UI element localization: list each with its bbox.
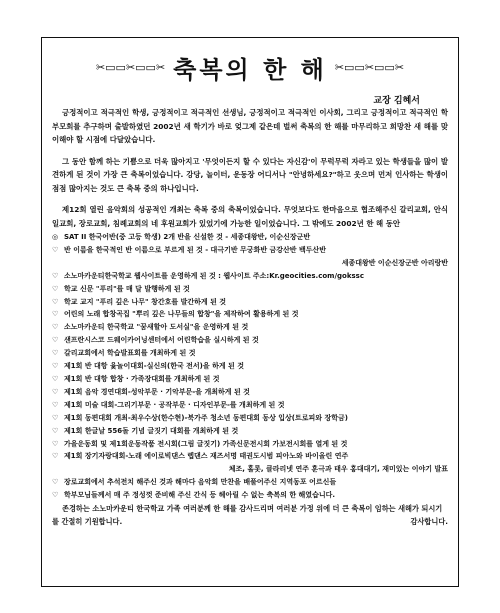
list-item-text: 제1회 반 대항 윷놀이대회-실신의(한국 전서)을 하게 된 것 [64, 362, 244, 371]
heart-bullet-icon: ♡ [52, 413, 59, 422]
heart-bullet-icon: ♡ [52, 284, 59, 293]
list-item-continuation: 체조, 홀롯, 클라리넷 연주 훈극과 태우 홍대대기, 재미있는 이야기 발표 [228, 465, 448, 474]
list-item-text: SAT II 한국어반(중 고등 학생) 2개 반을 신설한 것 - 세종대왕반, 이순신장군반 [64, 233, 311, 241]
list-item-text: 샌프란시스코 드웨이카어닝센터에서 어린학습을 실시하게 된 것 [64, 336, 259, 345]
list-item-text: 소노마카운티 한국학교 "꿈새할아 도서실"을 운영하게 된 것 [64, 323, 249, 332]
list-item-text: 제1회 미술 대회-그리기부문 · 공작부문 · 디자인부문-를 개최하게 된 것 [64, 400, 285, 409]
scissors-decoration-right: ✂▭▭✂▭▭✂ [334, 60, 405, 74]
heart-bullet-icon: ♡ [52, 374, 59, 383]
scissors-decoration-left: ✂▭▭✂▭▭✂ [95, 60, 166, 74]
heart-bullet-icon: ♡ [52, 491, 59, 500]
list-item [52, 296, 448, 309]
list-item [52, 321, 448, 334]
list-item [52, 438, 448, 451]
heart-bullet-icon: ♡ [52, 297, 59, 306]
list-item [52, 244, 448, 270]
heart-bullet-icon: ♡ [52, 400, 59, 409]
list-item [52, 425, 448, 438]
list-item [52, 308, 448, 321]
list-item-text: 갈리교회에서 학습발표회를 개최하게 된 것 [64, 349, 196, 358]
list-item-text: 제1회 한글날 556돌 기념 글짓기 대회를 개최하게 된 것 [64, 426, 239, 435]
list-item [52, 399, 448, 412]
list-item-text: 제1회 동편대회 개최-최우수상(한수현)-북가주 청소년 동편대회 동상 입상(트로피와 장학금) [64, 413, 348, 422]
target-bullet-icon: ◎ [52, 233, 59, 241]
heart-bullet-icon: ♡ [52, 426, 59, 435]
list-item-text: 학부모님들께서 매 주 정성껏 준비해 주신 간식 등 헤아릴 수 없는 축복의 한 해였습니다. [64, 491, 336, 500]
document-frame [41, 37, 459, 587]
heart-bullet-icon: ♡ [52, 323, 59, 332]
list-item [52, 231, 448, 244]
closing-paragraph [52, 503, 448, 528]
list-item-text: 소노마카운티한국학교 웹사이트를 운영하게 된 것 : 웹사이트 주소:Kr.geocities.com/gokssc [64, 271, 364, 280]
list-item-text: 장로교회에서 추석전치 해주신 것과 해마다 음악회 만찬을 배풀어주신 지역동포 어르신들 [64, 478, 337, 487]
paragraph: 제12회 열린 음악회의 성공적인 개최는 축복 중의 축복이었습니다. 무엇보다도 한마음으로 협조해주신 갈리교회, 안식일교회, 장로교회, 침례교회의 네 후원교회가 있었기에 가능한 일이었습니다. 그 밖에도 2002년 한 해 동안 [52, 205, 448, 228]
list-item [52, 386, 448, 399]
letter-body [52, 106, 448, 528]
heart-bullet-icon: ♡ [52, 271, 59, 280]
list-item-text: 학교 교지 "푸리 깊은 나무" 창간호를 발간하게 된 것 [64, 297, 227, 306]
list-item [52, 270, 448, 283]
title-row [42, 52, 458, 82]
list-item [52, 489, 448, 502]
heart-bullet-icon: ♡ [52, 336, 59, 345]
list-item-text: 제1회 반 대항 합창 · 가족장대회를 개최하게 된 것 [64, 374, 220, 383]
list-item-text: 제1회 장기자랑대회-노래 에이로빅댄스 렙댄스 재즈서명 태권도시범 피아노와 바이올린 연주 [64, 452, 349, 461]
list-item-text: 제1회 음악 경연대회-성악부문 · 기악부문-을 개최하게 된 것 [64, 387, 250, 396]
paragraph: 긍정적이고 적극적인 학생, 긍정적이고 적극적인 선생님, 긍정적이고 적극적인 이사회, 그리고 긍정적이고 적극적인 학부모회를 추구하며 출발하였던 2002년 새 학기가 바로 엊그제 같은데 벌써 축복의 한 해를 마무리하고 희망찬 새 해를 맞이해야 할 시점에 다달았습니다. [52, 108, 448, 144]
heart-bullet-icon: ♡ [52, 452, 59, 461]
achievement-list [52, 231, 448, 502]
list-item-text: 반 이름을 한국적인 반 이름으로 부르게 된 것 - 대극기반 무궁화반 금강산반 백두산반 [64, 245, 327, 254]
heart-bullet-icon: ♡ [52, 310, 59, 319]
list-item [52, 334, 448, 347]
list-item [52, 283, 448, 296]
heart-bullet-icon: ♡ [52, 349, 59, 358]
heart-bullet-icon: ♡ [52, 387, 59, 396]
closing-text: 존경하는 소노마카운티 한국학교 가족 여러분께 한 해를 감사드리며 여러분 가정 위에 더 큰 축복이 임하는 새해가 되시기를 간절히 기원합니다. [52, 504, 443, 526]
list-item [52, 450, 448, 476]
page-title: 축복의 한 해 [173, 55, 327, 84]
list-item-text: 어린의 노래 합창곡집 "뿌리 깊은 나무들의 합창"을 제작하여 활용하게 된 것 [64, 310, 299, 319]
list-item [52, 476, 448, 489]
closing-signature: 감사합니다. [410, 516, 448, 526]
list-item [52, 373, 448, 386]
heart-bullet-icon: ♡ [52, 362, 59, 371]
list-item [52, 360, 448, 373]
list-item-text: 가을운동회 및 제1회운동작품 전시회(그림 글짓기) 가족신문전시회 가보전시회를 열게 된 것 [64, 439, 348, 448]
heart-bullet-icon: ♡ [52, 439, 59, 448]
list-item-continuation: 세종대왕반 이순신장군반 아리랑반 [341, 258, 448, 267]
paragraph: 그 동안 함께 하는 기쁨으로 더욱 많아지고 '무엇이든지 할 수 있다는 자신감'이 무럭무럭 자라고 있는 학생들을 많이 발견하게 된 것이 가장 큰 축복이었습니다. 강당, 놀이터, 운동장 어디서나 "안녕하세요?"하고 웃으며 먼저 인사하는 학생이 점점 많아지는 것도 큰 축복 중의 하나입니다. [52, 156, 448, 193]
heart-bullet-icon: ♡ [52, 478, 59, 487]
list-item-text: 학교 신문 "푸리"를 매 달 발행하게 된 것 [64, 284, 190, 293]
list-item [52, 347, 448, 360]
author-line: 교장 김혜서 [373, 96, 420, 106]
list-item [52, 412, 448, 425]
heart-bullet-icon: ♡ [52, 245, 59, 254]
